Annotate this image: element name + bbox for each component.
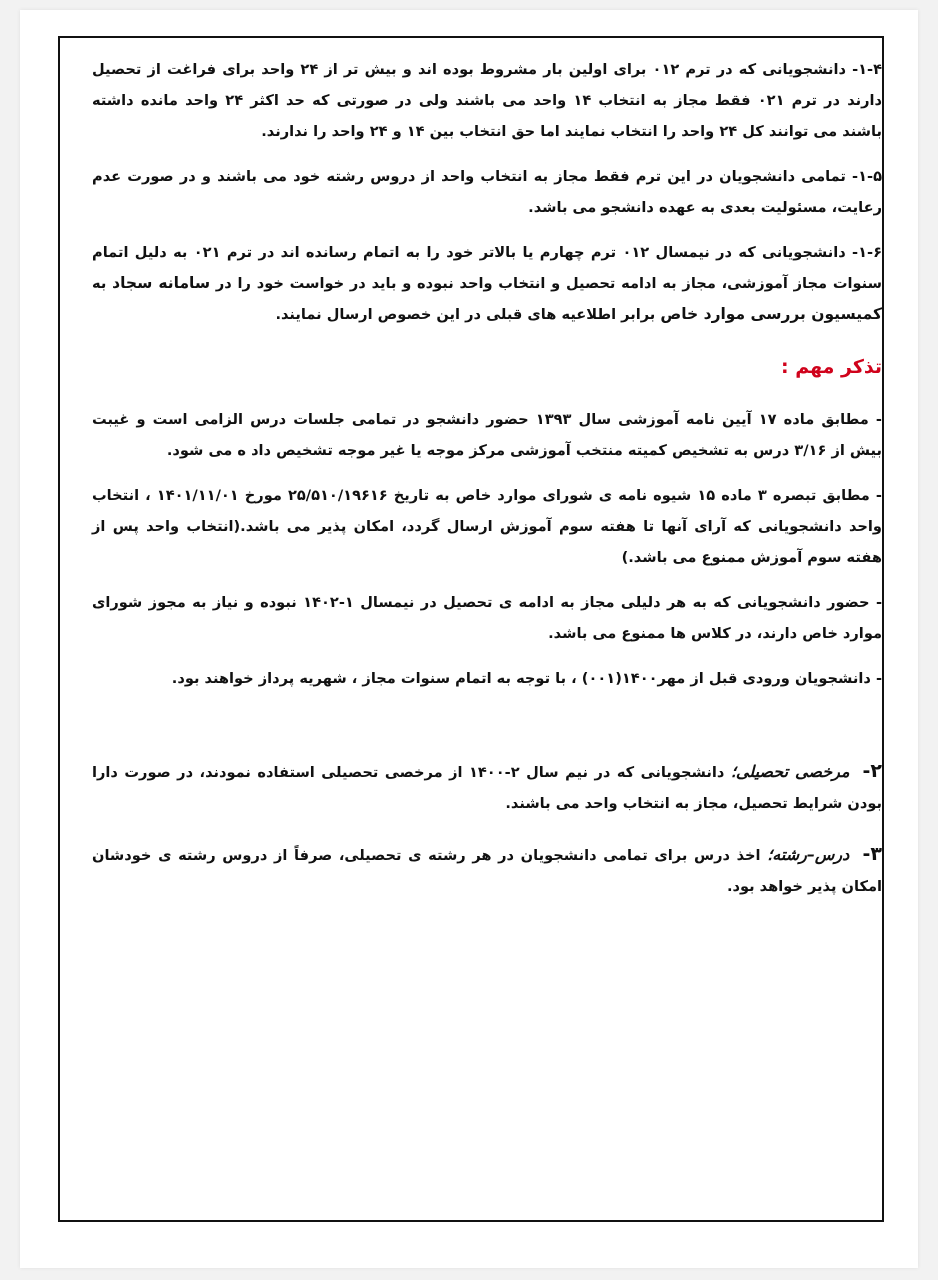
section-3-number: ۳-	[862, 843, 882, 865]
rule-1-6	[92, 237, 882, 330]
section-academic-leave	[92, 756, 882, 819]
section-2-number: ۲-	[862, 760, 883, 782]
section-2-title: مرخصی تحصیلی؛	[730, 762, 850, 781]
document-sheet	[20, 10, 918, 1268]
rule-1-5: ۱-۵- تمامی دانشجویان در این ترم فقط مجاز به انتخاب واحد از دروس رشته خود می باشند و در صورت عدم رعایت، مسئولیت بعدی به عهده دانشجو می باشد.	[92, 168, 882, 216]
rule-1-6-text-a: ۱-۶- دانشجویانی که در نیمسال ۰۱۲ ترم چهارم یا بالاتر خود را به اتمام رسانده اند در ترم ۰۲۱ به دلیل اتمام سنوات مجاز آموزشی، مجاز به ادامه تحصیل و انتخاب واحد نبوده و باید در خواست خود را در	[92, 244, 882, 292]
rule-1-4: ۱-۴- دانشجویانی که در ترم ۰۱۲ برای اولین بار مشروط بوده اند و بیش تر از ۲۴ واحد برای فراغت از تحصیل دارند در ترم ۰۲۱ فقط مجاز به انتخاب ۱۴ واحد می باشند ولی در صورتی که حد اکثر ۲۴ واحد مانده داشته باشند می توانند کل ۲۴ واحد را انتخاب نمایند اما حق انتخاب بین ۱۴ و ۲۴ واحد را ندارند.	[92, 61, 883, 140]
document-body	[92, 54, 882, 902]
notice-heading: تذکر مهم :	[780, 356, 882, 378]
rule-1-6-text-c: برابر اطلاعیه های قبلی در این خصوص ارسال نمایند.	[275, 306, 656, 323]
special-cases-commission: کمیسیون بررسی موارد خاص	[660, 305, 882, 323]
notice-item-tuition: - دانشجویان ورودی قبل از مهر۱۴۰۰(۰۰۱) ، با توجه به اتمام سنوات مجاز ، شهریه پرداز خواهند بود.	[171, 670, 882, 687]
notice-item-class-attendance: - حضور دانشجویانی که به هر دلیلی مجاز به ادامه ی تحصیل در نیمسال ۱-۱۴۰۲ نبوده و نیاز به مجوز شورای موارد خاص دارند، در کلاس ها ممنوع می باشد.	[92, 594, 883, 642]
section-3-title: درس–رشته؛	[767, 845, 850, 864]
notice-item-registration: - مطابق تبصره ۳ ماده ۱۵ شیوه نامه ی شورای موارد خاص به تاریخ ۲۵/۵۱۰/۱۹۶۱۶ مورخ ۱۴۰۱/۱۱/۰۱ ، انتخاب واحد دانشجویانی که آرای آنها تا هفته سوم آموزش ارسال گردد، امکان پذیر می باشد.(انتخاب واحد پس از هفته سوم آموزش ممنوع می باشد.)	[92, 487, 882, 566]
sajjad-system: سامانه سجاد	[112, 274, 211, 292]
section-2-text: دانشجویانی که در نیم سال ۲-۱۴۰۰ از مرخصی تحصیلی استفاده نمودند، در صورت دارا بودن شرایط تحصیل، مجاز به انتخاب واحد می باشند.	[92, 764, 882, 812]
section-3-text: اخذ درس برای تمامی دانشجویان در هر رشته ی تحصیلی، صرفاً از دروس رشته ی خودشان امکان پذیر خواهد بود.	[92, 847, 882, 895]
rule-1-6-text-b: به	[92, 275, 107, 292]
notice-item-attendance: - مطابق ماده ۱۷ آیین نامه آموزشی سال ۱۳۹۳ حضور دانشجو در تمامی جلسات درس الزامی است و غیبت بیش از ۳/۱۶ درس به تشخیص کمیته منتخب آموزشی مرکز موجه یا غیر موجه تشخیص داد ه می شود.	[92, 411, 882, 459]
section-course-major	[92, 839, 882, 902]
